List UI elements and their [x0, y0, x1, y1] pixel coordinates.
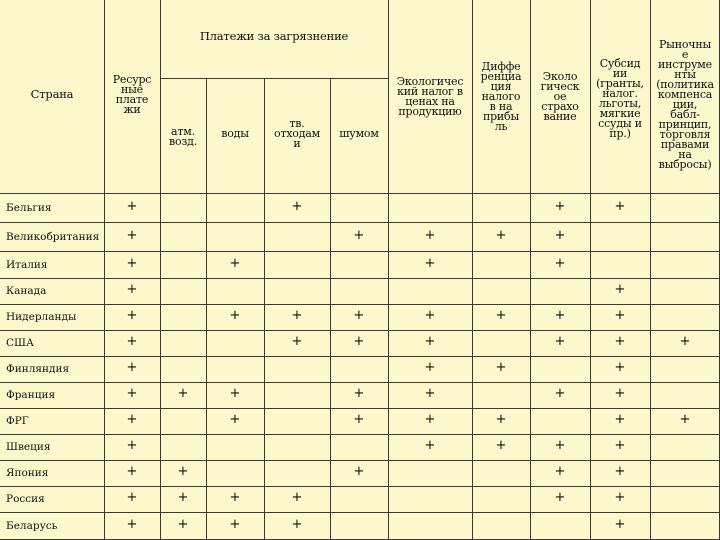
grid-line [0, 486, 720, 487]
plus-mark: + [495, 438, 507, 453]
plus-mark: + [177, 516, 189, 532]
plus-mark: + [554, 198, 566, 214]
plus-mark: + [126, 334, 138, 349]
plus-mark: + [291, 334, 303, 349]
plus-mark: + [353, 227, 365, 243]
grid-line [0, 222, 720, 223]
plus-mark: + [126, 412, 138, 427]
plus-mark: + [554, 255, 566, 271]
plus-mark: + [291, 490, 303, 505]
plus-mark: + [614, 308, 626, 323]
plus-mark: + [424, 255, 436, 271]
plus-mark: + [614, 360, 626, 375]
plus-mark: + [126, 227, 138, 243]
plus-mark: + [229, 386, 241, 401]
plus-mark: + [126, 360, 138, 375]
plus-mark: + [126, 386, 138, 401]
plus-mark: + [177, 386, 189, 401]
plus-mark: + [554, 386, 566, 401]
header-eco-insurance: Эколо гическ ое страхо вание [540, 70, 580, 123]
plus-mark: + [291, 198, 303, 214]
plus-mark: + [229, 255, 241, 271]
header-air: атм. возд. [168, 125, 198, 148]
plus-mark: + [229, 308, 241, 323]
country-label: США [6, 337, 34, 349]
plus-mark: + [424, 334, 436, 349]
plus-mark: + [126, 198, 138, 214]
country-label: Япония [6, 467, 49, 479]
country-label: Беларусь [6, 519, 58, 532]
plus-mark: + [614, 412, 626, 427]
header-resource-payments: Ресурс ные плате жи [112, 73, 152, 116]
plus-mark: + [353, 308, 365, 323]
plus-mark: + [229, 412, 241, 427]
plus-mark: + [126, 516, 138, 532]
plus-mark: + [554, 308, 566, 323]
header-eco-tax: Экологичес кий налог в ценах на продукцию [396, 75, 464, 118]
plus-mark: + [554, 334, 566, 349]
grid-line [0, 278, 720, 279]
plus-mark: + [495, 227, 507, 243]
plus-mark: + [554, 464, 566, 479]
plus-mark: + [554, 490, 566, 505]
plus-mark: + [177, 464, 189, 479]
grid-line [0, 330, 720, 331]
plus-mark: + [424, 412, 436, 427]
plus-mark: + [614, 282, 626, 297]
plus-mark: + [554, 438, 566, 453]
plus-mark: + [495, 308, 507, 323]
plus-mark: + [424, 360, 436, 375]
plus-mark: + [614, 386, 626, 401]
country-label: Нидерланды [6, 311, 77, 323]
header-market: Рыночны е инструме нты (политика компенса ции, бабл- принцип, торговля правами на выбросы) [656, 38, 714, 171]
plus-mark: + [126, 308, 138, 323]
country-label: Великобритания [6, 230, 100, 243]
country-label: Италия [6, 258, 48, 271]
plus-mark: + [353, 464, 365, 479]
plus-mark: + [424, 438, 436, 453]
plus-mark: + [614, 490, 626, 505]
grid-line [0, 382, 720, 383]
grid-line [0, 304, 720, 305]
plus-mark: + [291, 308, 303, 323]
country-label: Россия [6, 493, 45, 505]
plus-mark: + [126, 282, 138, 297]
header-noise: шумом [339, 127, 379, 140]
header-pollution-payments: Платежи за загрязнение [199, 29, 349, 43]
header-subsidies: Субсид ии (гранты, налог. льготы, мягкие ссуды и пр.) [596, 57, 644, 140]
plus-mark: + [424, 308, 436, 323]
plus-mark: + [614, 516, 626, 532]
country-label: Канада [6, 285, 47, 297]
plus-mark: + [353, 412, 365, 427]
grid-line [0, 193, 720, 194]
plus-mark: + [495, 412, 507, 427]
plus-mark: + [495, 360, 507, 375]
grid-line [0, 512, 720, 513]
grid-line [0, 356, 720, 357]
plus-mark: + [614, 198, 626, 214]
grid-line [0, 460, 720, 461]
header-waste: тв. отходам и [273, 117, 321, 150]
country-label: Финляндия [6, 363, 70, 375]
plus-mark: + [291, 516, 303, 532]
plus-mark: + [614, 334, 626, 349]
header-water: воды [221, 127, 249, 140]
plus-mark: + [126, 490, 138, 505]
plus-mark: + [126, 255, 138, 271]
plus-mark: + [679, 334, 691, 349]
grid-line [330, 78, 331, 540]
header-country: Страна [30, 87, 74, 101]
plus-mark: + [177, 490, 189, 505]
grid-line [206, 78, 207, 540]
country-label: Швеция [6, 441, 51, 453]
country-label: Бельгия [6, 201, 52, 214]
grid-line [0, 251, 720, 252]
plus-mark: + [353, 386, 365, 401]
plus-mark: + [614, 464, 626, 479]
country-label: Франция [6, 389, 56, 401]
plus-mark: + [229, 490, 241, 505]
country-label: ФРГ [6, 415, 29, 427]
plus-mark: + [126, 438, 138, 453]
grid-line [0, 408, 720, 409]
grid-line [160, 0, 161, 540]
grid-line [0, 434, 720, 435]
plus-mark: + [353, 334, 365, 349]
plus-mark: + [424, 386, 436, 401]
plus-mark: + [614, 438, 626, 453]
plus-mark: + [424, 227, 436, 243]
plus-mark: + [554, 227, 566, 243]
header-diff-tax: Диффе ренциа ция налого в на прибы ль [480, 60, 522, 133]
plus-mark: + [679, 412, 691, 427]
plus-mark: + [126, 464, 138, 479]
grid-line [160, 78, 388, 79]
plus-mark: + [229, 516, 241, 532]
